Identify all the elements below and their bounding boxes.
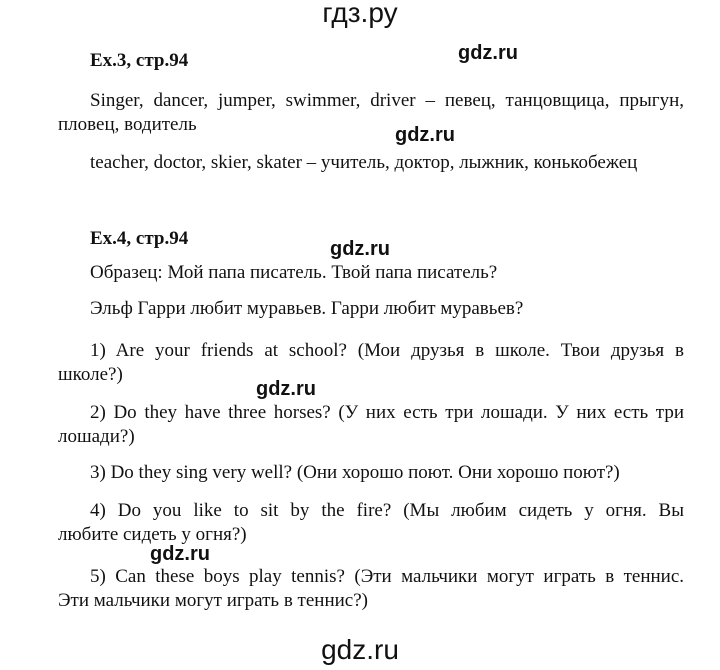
ex4-item-4b: любите сидеть у огня?) — [58, 524, 247, 545]
ex4-sample: Образец: Мой папа писатель. Твой папа писатель? — [90, 262, 498, 283]
site-header: гдз.ру — [322, 0, 398, 28]
ex4-sample-2: Эльф Гарри любит муравьев. Гарри любит муравьев? — [90, 298, 524, 319]
site-footer: gdz.ru — [321, 634, 399, 665]
ex4-item-2b: лошади?) — [58, 426, 135, 447]
ex3-line-2: teacher, doctor, skier, skater – учитель, доктор, лыжник, конькобежец — [90, 152, 638, 173]
watermark-4: gdz.ru — [256, 378, 316, 400]
ex4-item-1b: школе?) — [58, 364, 123, 385]
ex3-line-1b: пловец, водитель — [58, 114, 197, 135]
ex4-item-1a: 1) Are your friends at school? (Мои друзья в школе. Твои друзья в — [90, 340, 684, 361]
watermark-1: gdz.ru — [458, 42, 518, 64]
ex4-item-2a: 2) Do they have three horses? (У них есть три лошади. У них есть три — [90, 402, 684, 423]
ex4-item-5a: 5) Can these boys play tennis? (Эти мальчики могут играть в теннис. — [90, 566, 684, 587]
watermark-3: gdz.ru — [330, 238, 390, 260]
ex4-item-5b: Эти мальчики могут играть в теннис?) — [58, 590, 368, 611]
watermark-5: gdz.ru — [150, 543, 210, 565]
watermark-2: gdz.ru — [395, 124, 455, 146]
ex3-title: Ex.3, стр.94 — [90, 50, 189, 71]
ex3-line-1a: Singer, dancer, jumper, swimmer, driver – певец, танцовщица, прыгун, — [90, 90, 684, 111]
ex4-item-4a: 4) Do you like to sit by the fire? (Мы любим сидеть у огня. Вы — [90, 500, 684, 521]
ex4-item-3a: 3) Do they sing very well? (Они хорошо поют. Они хорошо поют?) — [90, 462, 620, 483]
ex4-title: Ex.4, стр.94 — [90, 228, 189, 249]
